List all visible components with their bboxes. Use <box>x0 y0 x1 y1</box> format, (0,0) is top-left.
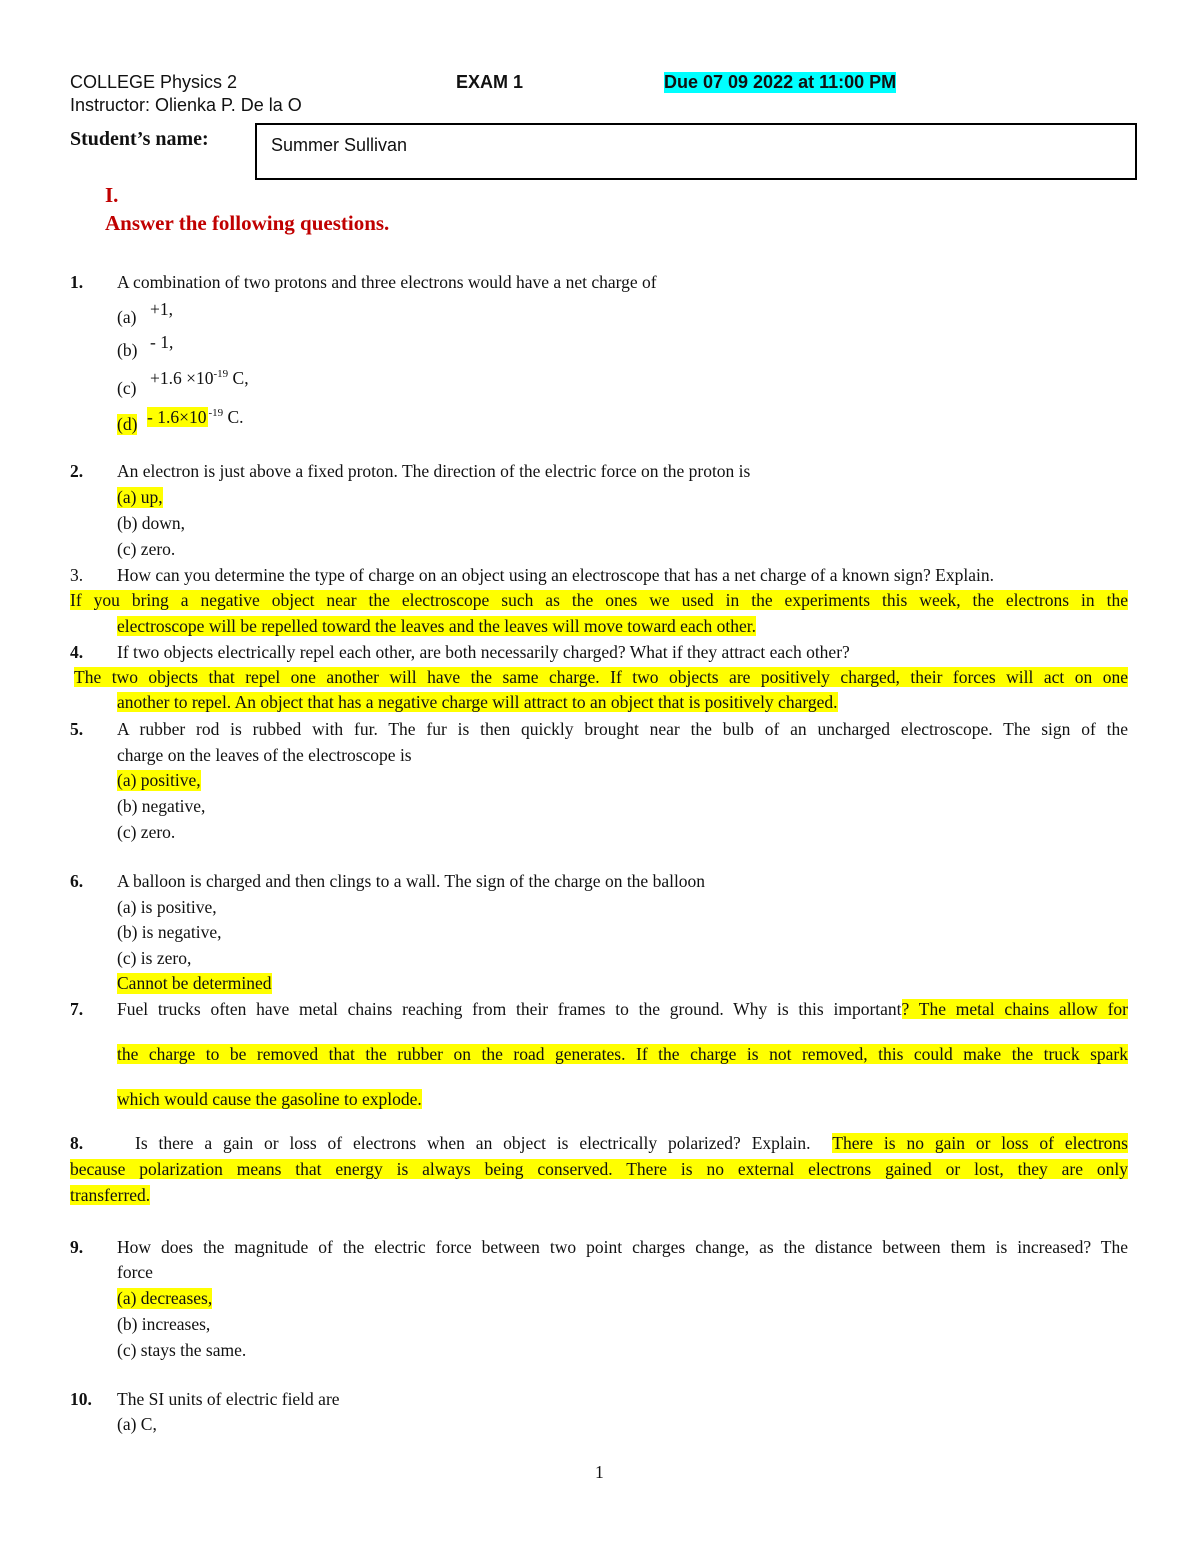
q2-option-b: (b) down, <box>117 513 186 533</box>
q5-option-b: (b) negative, <box>117 796 206 816</box>
q4-answer-line1: The two objects that repel one another will have the same charge. If two objects are positively charged, their forces will act on one <box>74 667 1128 687</box>
q7-text: Fuel trucks often have metal chains reaching from their frames to the ground. Why is this important? The metal chains allow for <box>117 999 1128 1019</box>
q3-number: 3. <box>70 565 84 585</box>
q9-option-c: (c) stays the same. <box>117 1340 247 1360</box>
q6-option-d: Cannot be determined <box>117 973 272 993</box>
q9-text-line2: force <box>117 1262 153 1282</box>
exam-title: EXAM 1 <box>456 72 524 92</box>
q9-text-line1: How does the magnitude of the electric force between two point charges change, as the distance between them is increased? The <box>117 1237 1128 1257</box>
q1-number: 1. <box>70 272 84 292</box>
q8-number: 8. <box>70 1133 84 1153</box>
q10-text: The SI units of electric field are <box>117 1389 340 1409</box>
q5-number: 5. <box>70 719 84 739</box>
q9-option-b: (b) increases, <box>117 1314 211 1334</box>
q1-b-label: (b) <box>117 340 138 360</box>
q4-answer-line2: another to repel. An object that has a negative charge will attract to an object that is positively charged. <box>117 692 838 712</box>
student-name-value: Summer Sullivan <box>271 135 408 155</box>
instructor-line: Instructor: Olienka P. De la O <box>70 95 302 115</box>
q3-answer-line1: If you bring a negative object near the electroscope such as the ones we used in the experiments this week, the electrons in the <box>70 590 1128 610</box>
q6-option-b: (b) is negative, <box>117 922 222 942</box>
q7-number: 7. <box>70 999 84 1019</box>
page-number: 1 <box>595 1462 604 1482</box>
q7-answer-line2: the charge to be removed that the rubber on the road generates. If the charge is not removed, this could make the truck spark <box>117 1044 1128 1064</box>
q10-number: 10. <box>70 1389 92 1409</box>
student-name-label: Student’s name: <box>70 128 209 150</box>
q3-answer-line2: electroscope will be repelled toward the leaves and the leaves will move toward each other. <box>117 616 756 636</box>
q2-option-a: (a) up, <box>117 487 163 507</box>
q1-text: A combination of two protons and three electrons would have a net charge of <box>117 272 657 292</box>
course-title: COLLEGE Physics 2 <box>70 72 238 92</box>
section-numeral: I. <box>105 183 119 207</box>
student-name-box[interactable] <box>255 123 1137 180</box>
q6-option-c: (c) is zero, <box>117 948 192 968</box>
q8-answer-line2: because polarization means that energy is always being conserved. There is no external electrons gained or lost, they are only <box>70 1159 1128 1179</box>
q4-number: 4. <box>70 642 84 662</box>
q1-a-text: +1, <box>150 299 173 319</box>
q6-text: A balloon is charged and then clings to a wall. The sign of the charge on the balloon <box>117 871 706 891</box>
q5-option-a: (a) positive, <box>117 770 201 790</box>
q4-text: If two objects electrically repel each other, are both necessarily charged? What if they attract each other? <box>117 642 850 662</box>
due-date: Due 07 09 2022 at 11:00 PM <box>664 72 897 92</box>
q6-option-a: (a) is positive, <box>117 897 217 917</box>
q1-c-label: (c) <box>117 378 137 398</box>
q5-text-line1: A rubber rod is rubbed with fur. The fur is then quickly brought near the bulb of an uncharged electroscope. The sign of the <box>117 719 1128 739</box>
q9-number: 9. <box>70 1237 84 1257</box>
q2-option-c: (c) zero. <box>117 539 176 559</box>
q1-d-label: (d) <box>117 414 138 434</box>
q1-b-text: - 1, <box>150 332 174 352</box>
q3-text: How can you determine the type of charge on an object using an electroscope that has a net charge of a known sign? Explain. <box>117 565 994 585</box>
q6-number: 6. <box>70 871 84 891</box>
q2-text: An electron is just above a fixed proton. The direction of the electric force on the proton is <box>117 461 751 481</box>
section-title: Answer the following questions. <box>105 211 390 235</box>
q10-option-a: (a) C, <box>117 1414 157 1434</box>
q5-text-line2: charge on the leaves of the electroscope is <box>117 745 412 765</box>
q8-text: Is there a gain or loss of electrons when an object is electrically polarized? Explain. There is no gain or loss of electrons <box>135 1133 1128 1153</box>
q7-answer-line3: which would cause the gasoline to explode. <box>117 1089 422 1109</box>
q1-d-text: - 1.6×10 $^{-19}$ C. <box>147 407 244 427</box>
q8-answer-line3: transferred. <box>70 1185 151 1205</box>
q1-c-text: $+1.6 \times 10^{-19}$ C, <box>150 368 249 388</box>
q2-number: 2. <box>70 461 84 481</box>
q1-a-label: (a) <box>117 307 137 327</box>
q9-option-a: (a) decreases, <box>117 1288 213 1308</box>
q5-option-c: (c) zero. <box>117 822 176 842</box>
